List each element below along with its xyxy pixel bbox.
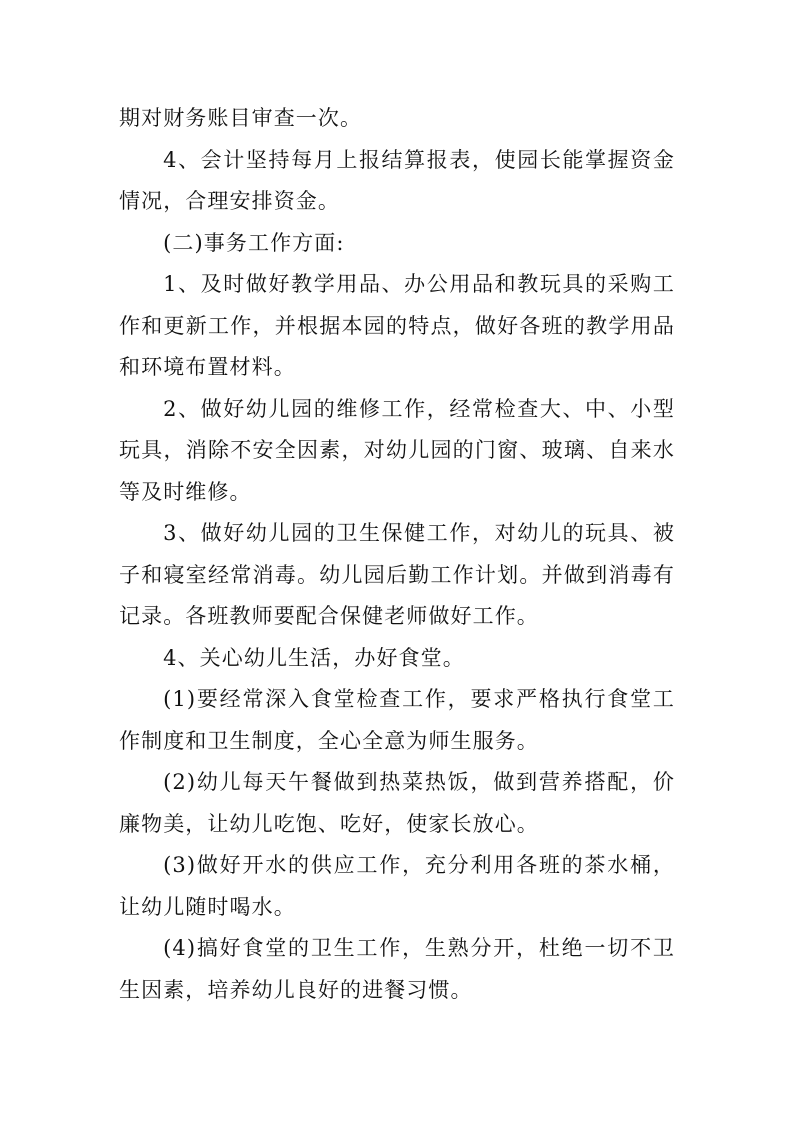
paragraph-hygiene: 3、做好幼儿园的卫生保健工作，对幼儿的玩具、被子和寝室经常消毒。幼儿园后勤工作计划。并做到消毒有记录。各班教师要配合保健老师做好工作。 [119,521,675,628]
document-body [119,98,675,1011]
paragraph-maintenance: 2、做好幼儿园的维修工作，经常检查大、中、小型玩具，消除不安全因素，对幼儿园的门窗、玻璃、自来水等及时维修。 [119,396,675,504]
paragraph-procurement: 1、及时做好教学用品、办公用品和教玩具的采购工作和更新工作，并根据本园的特点，做好各班的教学用品和环境布置材料。 [119,272,675,379]
paragraph-accounting-report: 4、会计坚持每月上报结算报表，使园长能掌握资金情况，合理安排资金。 [119,147,675,213]
paragraph-canteen-item-4: (4)搞好食堂的卫生工作，生熟分开，杜绝一切不卫生因素，培养幼儿良好的进餐习惯。 [119,936,675,1002]
paragraph-continuation: 期对财务账目审查一次。 [119,106,363,130]
paragraph-canteen-item-2: (2)幼儿每天午餐做到热菜热饭，做到营养搭配，价廉物美，让幼儿吃饱、吃好，使家长放心。 [119,770,675,836]
paragraph-canteen-item-1: (1)要经常深入食堂检查工作，要求严格执行食堂工作制度和卫生制度，全心全意为师生服务。 [119,687,675,753]
paragraph-canteen-item-3: (3)做好开水的供应工作，充分利用各班的茶水桶，让幼儿随时喝水。 [119,853,675,919]
section-heading-affairs: (二)事务工作方面: [163,230,345,255]
paragraph-canteen: 4、关心幼儿生活，办好食堂。 [163,645,465,670]
